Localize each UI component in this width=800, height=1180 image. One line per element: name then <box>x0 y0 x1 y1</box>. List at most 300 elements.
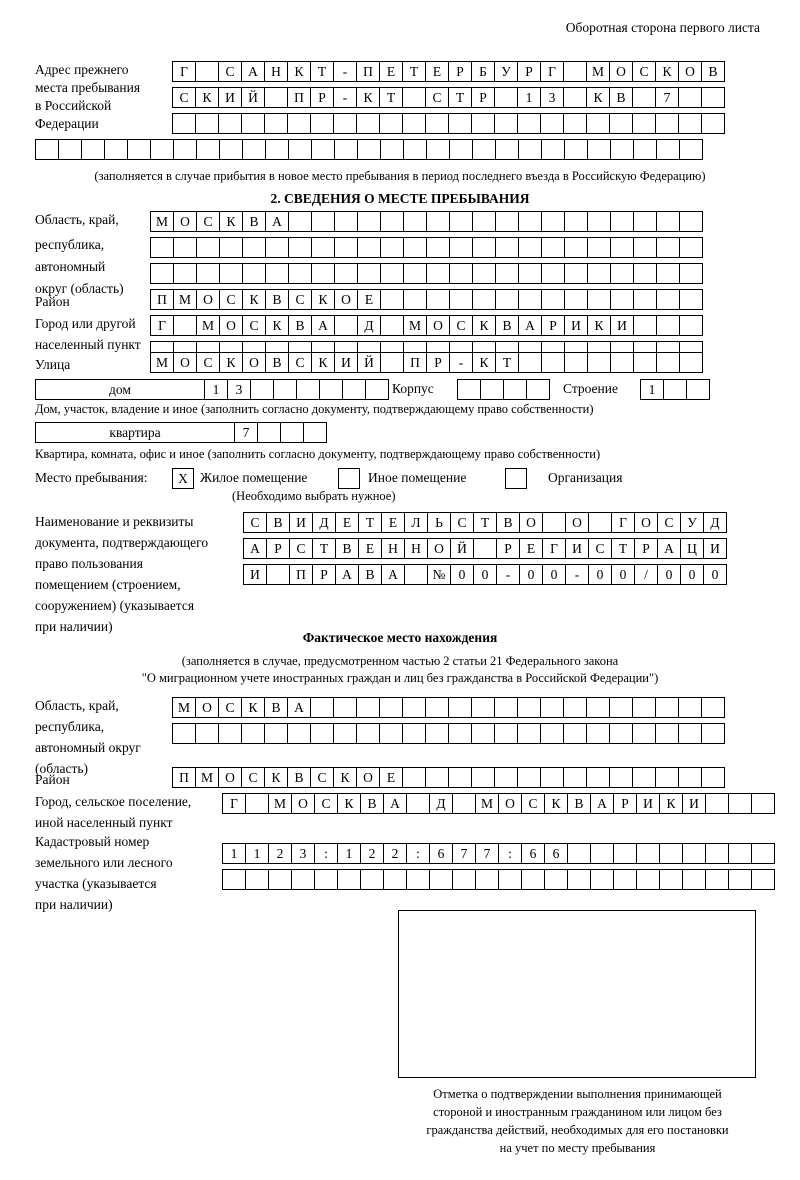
region-row-1[interactable] <box>150 211 702 232</box>
input-cell[interactable]: П <box>403 352 427 373</box>
input-cell[interactable] <box>705 793 729 814</box>
input-cell[interactable] <box>449 211 473 232</box>
input-cell[interactable] <box>264 87 288 108</box>
input-cell[interactable] <box>632 113 656 134</box>
input-cell[interactable]: В <box>360 793 384 814</box>
district-row[interactable] <box>150 289 702 310</box>
input-cell[interactable]: - <box>333 87 357 108</box>
input-cell[interactable] <box>686 379 710 400</box>
input-cell[interactable] <box>495 289 519 310</box>
input-cell[interactable]: Р <box>517 61 541 82</box>
input-cell[interactable] <box>494 113 518 134</box>
input-cell[interactable] <box>473 538 497 559</box>
input-cell[interactable]: К <box>219 352 243 373</box>
input-cell[interactable] <box>334 139 358 160</box>
input-cell[interactable]: С <box>218 697 242 718</box>
input-cell[interactable]: Р <box>266 538 290 559</box>
input-cell[interactable]: 1 <box>337 843 361 864</box>
input-cell[interactable]: А <box>657 538 681 559</box>
input-cell[interactable] <box>356 697 380 718</box>
input-cell[interactable] <box>425 723 449 744</box>
input-cell[interactable]: - <box>496 564 520 585</box>
input-cell[interactable]: - <box>333 61 357 82</box>
input-cell[interactable] <box>678 113 702 134</box>
input-cell[interactable] <box>311 139 335 160</box>
input-cell[interactable] <box>564 352 588 373</box>
input-cell[interactable] <box>150 139 174 160</box>
input-cell[interactable] <box>383 869 407 890</box>
input-cell[interactable] <box>521 869 545 890</box>
input-cell[interactable]: 0 <box>703 564 727 585</box>
input-cell[interactable]: А <box>381 564 405 585</box>
input-cell[interactable] <box>751 843 775 864</box>
input-cell[interactable] <box>357 237 381 258</box>
input-cell[interactable]: С <box>314 793 338 814</box>
input-cell[interactable] <box>682 869 706 890</box>
input-cell[interactable] <box>587 139 611 160</box>
input-cell[interactable] <box>701 87 725 108</box>
input-cell[interactable]: К <box>544 793 568 814</box>
input-cell[interactable] <box>195 61 219 82</box>
input-cell[interactable] <box>678 697 702 718</box>
input-cell[interactable] <box>679 352 703 373</box>
input-cell[interactable] <box>563 697 587 718</box>
input-cell[interactable] <box>472 289 496 310</box>
input-cell[interactable]: В <box>335 538 359 559</box>
input-cell[interactable]: Т <box>611 538 635 559</box>
actual-region-row-2[interactable] <box>172 723 724 744</box>
input-cell[interactable] <box>296 379 320 400</box>
input-cell[interactable] <box>311 237 335 258</box>
input-cell[interactable] <box>517 723 541 744</box>
input-cell[interactable]: Г <box>542 538 566 559</box>
input-cell[interactable] <box>541 263 565 284</box>
input-cell[interactable]: Ц <box>680 538 704 559</box>
input-cell[interactable] <box>471 767 495 788</box>
input-cell[interactable]: О <box>219 315 243 336</box>
input-cell[interactable] <box>150 237 174 258</box>
city-row-1[interactable] <box>150 315 702 336</box>
input-cell[interactable]: Г <box>150 315 174 336</box>
input-cell[interactable] <box>402 697 426 718</box>
input-cell[interactable]: Н <box>404 538 428 559</box>
input-cell[interactable] <box>480 379 504 400</box>
input-cell[interactable] <box>268 869 292 890</box>
input-cell[interactable] <box>356 723 380 744</box>
input-cell[interactable] <box>701 113 725 134</box>
input-cell[interactable]: - <box>565 564 589 585</box>
input-cell[interactable] <box>150 263 174 284</box>
input-cell[interactable] <box>586 697 610 718</box>
input-cell[interactable] <box>288 263 312 284</box>
input-cell[interactable]: А <box>518 315 542 336</box>
input-cell[interactable] <box>273 379 297 400</box>
input-cell[interactable]: Е <box>358 538 382 559</box>
input-cell[interactable] <box>406 793 430 814</box>
input-cell[interactable]: А <box>287 697 311 718</box>
input-cell[interactable] <box>264 113 288 134</box>
input-cell[interactable] <box>586 113 610 134</box>
input-cell[interactable] <box>426 263 450 284</box>
input-cell[interactable]: А <box>243 538 267 559</box>
input-cell[interactable] <box>241 113 265 134</box>
input-cell[interactable]: : <box>406 843 430 864</box>
input-cell[interactable] <box>334 315 358 336</box>
input-cell[interactable]: П <box>172 767 196 788</box>
input-cell[interactable] <box>659 869 683 890</box>
input-cell[interactable]: 7 <box>234 422 258 443</box>
input-cell[interactable] <box>288 237 312 258</box>
input-cell[interactable]: Р <box>448 61 472 82</box>
input-cell[interactable] <box>196 237 220 258</box>
input-cell[interactable]: 0 <box>611 564 635 585</box>
input-cell[interactable]: С <box>196 352 220 373</box>
input-cell[interactable]: Т <box>312 538 336 559</box>
input-cell[interactable] <box>195 723 219 744</box>
input-cell[interactable]: В <box>265 289 289 310</box>
input-cell[interactable]: 0 <box>542 564 566 585</box>
input-cell[interactable] <box>403 237 427 258</box>
actual-region-row-1[interactable] <box>172 697 724 718</box>
input-cell[interactable] <box>452 793 476 814</box>
input-cell[interactable] <box>655 697 679 718</box>
input-cell[interactable] <box>402 113 426 134</box>
input-cell[interactable]: С <box>632 61 656 82</box>
input-cell[interactable] <box>728 869 752 890</box>
input-cell[interactable]: К <box>311 352 335 373</box>
input-cell[interactable]: А <box>265 211 289 232</box>
input-cell[interactable] <box>633 352 657 373</box>
input-cell[interactable] <box>218 723 242 744</box>
input-cell[interactable] <box>380 237 404 258</box>
input-cell[interactable] <box>656 237 680 258</box>
input-cell[interactable] <box>544 869 568 890</box>
input-cell[interactable] <box>475 869 499 890</box>
input-cell[interactable]: 0 <box>657 564 681 585</box>
input-cell[interactable] <box>564 263 588 284</box>
input-cell[interactable] <box>610 237 634 258</box>
input-cell[interactable] <box>518 237 542 258</box>
input-cell[interactable] <box>701 697 725 718</box>
input-cell[interactable]: И <box>565 538 589 559</box>
input-cell[interactable]: С <box>172 87 196 108</box>
actual-city-row[interactable] <box>222 793 774 814</box>
input-cell[interactable] <box>541 139 565 160</box>
input-cell[interactable]: М <box>173 289 197 310</box>
input-cell[interactable] <box>518 211 542 232</box>
input-cell[interactable] <box>380 139 404 160</box>
input-cell[interactable] <box>319 379 343 400</box>
input-cell[interactable] <box>518 139 542 160</box>
input-cell[interactable] <box>173 139 197 160</box>
input-cell[interactable] <box>173 263 197 284</box>
cadastral-row-1[interactable] <box>222 843 774 864</box>
input-cell[interactable] <box>609 767 633 788</box>
input-cell[interactable] <box>498 869 522 890</box>
house-cells[interactable] <box>204 379 388 400</box>
input-cell[interactable]: Б <box>471 61 495 82</box>
input-cell[interactable] <box>334 263 358 284</box>
input-cell[interactable] <box>656 211 680 232</box>
input-cell[interactable]: М <box>403 315 427 336</box>
input-cell[interactable] <box>449 139 473 160</box>
region-row-2[interactable] <box>150 237 702 258</box>
input-cell[interactable] <box>567 869 591 890</box>
input-cell[interactable] <box>610 139 634 160</box>
input-cell[interactable] <box>518 263 542 284</box>
input-cell[interactable] <box>265 139 289 160</box>
input-cell[interactable]: : <box>314 843 338 864</box>
input-cell[interactable] <box>280 422 304 443</box>
input-cell[interactable] <box>609 697 633 718</box>
input-cell[interactable]: Р <box>471 87 495 108</box>
input-cell[interactable] <box>610 211 634 232</box>
input-cell[interactable] <box>448 767 472 788</box>
input-cell[interactable] <box>656 352 680 373</box>
input-cell[interactable] <box>425 113 449 134</box>
input-cell[interactable]: 6 <box>429 843 453 864</box>
input-cell[interactable]: С <box>657 512 681 533</box>
input-cell[interactable] <box>257 422 281 443</box>
input-cell[interactable] <box>287 723 311 744</box>
input-cell[interactable]: Е <box>379 61 403 82</box>
input-cell[interactable] <box>425 697 449 718</box>
input-cell[interactable]: И <box>564 315 588 336</box>
input-cell[interactable]: М <box>268 793 292 814</box>
input-cell[interactable] <box>495 139 519 160</box>
input-cell[interactable] <box>564 211 588 232</box>
input-cell[interactable] <box>196 263 220 284</box>
stamp-box[interactable] <box>398 910 756 1078</box>
input-cell[interactable] <box>563 767 587 788</box>
input-cell[interactable]: В <box>495 315 519 336</box>
input-cell[interactable]: О <box>565 512 589 533</box>
flat-cells[interactable] <box>234 422 326 443</box>
input-cell[interactable] <box>728 843 752 864</box>
input-cell[interactable] <box>587 211 611 232</box>
input-cell[interactable]: Т <box>358 512 382 533</box>
input-cell[interactable] <box>357 139 381 160</box>
input-cell[interactable] <box>663 379 687 400</box>
input-cell[interactable] <box>245 869 269 890</box>
input-cell[interactable] <box>655 767 679 788</box>
input-cell[interactable] <box>449 237 473 258</box>
input-cell[interactable] <box>287 113 311 134</box>
doc-row-3[interactable] <box>243 564 726 585</box>
input-cell[interactable] <box>636 869 660 890</box>
input-cell[interactable]: С <box>241 767 265 788</box>
input-cell[interactable] <box>678 767 702 788</box>
input-cell[interactable]: О <box>426 315 450 336</box>
place-type-option-other-checkbox[interactable] <box>338 468 360 489</box>
input-cell[interactable] <box>219 237 243 258</box>
input-cell[interactable] <box>609 113 633 134</box>
input-cell[interactable] <box>380 263 404 284</box>
input-cell[interactable] <box>337 869 361 890</box>
input-cell[interactable] <box>471 723 495 744</box>
input-cell[interactable]: В <box>287 767 311 788</box>
input-cell[interactable]: О <box>196 289 220 310</box>
input-cell[interactable] <box>728 793 752 814</box>
input-cell[interactable] <box>701 767 725 788</box>
input-cell[interactable] <box>682 843 706 864</box>
input-cell[interactable]: В <box>265 352 289 373</box>
input-cell[interactable]: В <box>567 793 591 814</box>
input-cell[interactable] <box>403 263 427 284</box>
input-cell[interactable]: 7 <box>452 843 476 864</box>
street-row[interactable] <box>150 352 702 373</box>
input-cell[interactable] <box>632 767 656 788</box>
input-cell[interactable] <box>494 87 518 108</box>
input-cell[interactable]: 1 <box>245 843 269 864</box>
input-cell[interactable]: К <box>287 61 311 82</box>
input-cell[interactable] <box>633 263 657 284</box>
input-cell[interactable]: 2 <box>383 843 407 864</box>
input-cell[interactable]: С <box>288 289 312 310</box>
input-cell[interactable] <box>380 289 404 310</box>
input-cell[interactable] <box>540 723 564 744</box>
input-cell[interactable] <box>633 211 657 232</box>
input-cell[interactable]: А <box>335 564 359 585</box>
input-cell[interactable]: 1 <box>222 843 246 864</box>
input-cell[interactable]: И <box>610 315 634 336</box>
input-cell[interactable]: К <box>219 211 243 232</box>
input-cell[interactable]: Т <box>310 61 334 82</box>
input-cell[interactable]: Й <box>357 352 381 373</box>
input-cell[interactable] <box>219 139 243 160</box>
input-cell[interactable] <box>357 211 381 232</box>
input-cell[interactable] <box>449 263 473 284</box>
input-cell[interactable] <box>517 113 541 134</box>
input-cell[interactable] <box>342 379 366 400</box>
input-cell[interactable]: М <box>172 697 196 718</box>
input-cell[interactable] <box>173 237 197 258</box>
input-cell[interactable] <box>590 869 614 890</box>
input-cell[interactable]: В <box>701 61 725 82</box>
input-cell[interactable]: К <box>265 315 289 336</box>
input-cell[interactable]: О <box>173 352 197 373</box>
input-cell[interactable]: Р <box>541 315 565 336</box>
input-cell[interactable] <box>310 723 334 744</box>
input-cell[interactable] <box>402 87 426 108</box>
input-cell[interactable]: Е <box>425 61 449 82</box>
input-cell[interactable] <box>526 379 550 400</box>
input-cell[interactable] <box>587 237 611 258</box>
input-cell[interactable] <box>333 113 357 134</box>
input-cell[interactable]: О <box>498 793 522 814</box>
input-cell[interactable] <box>659 843 683 864</box>
input-cell[interactable]: Г <box>172 61 196 82</box>
input-cell[interactable] <box>588 512 612 533</box>
input-cell[interactable]: 0 <box>680 564 704 585</box>
input-cell[interactable] <box>656 263 680 284</box>
input-cell[interactable] <box>541 289 565 310</box>
input-cell[interactable]: А <box>383 793 407 814</box>
input-cell[interactable] <box>452 869 476 890</box>
input-cell[interactable]: В <box>288 315 312 336</box>
input-cell[interactable] <box>587 352 611 373</box>
input-cell[interactable] <box>310 113 334 134</box>
input-cell[interactable] <box>495 237 519 258</box>
input-cell[interactable] <box>610 352 634 373</box>
input-cell[interactable]: И <box>636 793 660 814</box>
input-cell[interactable]: К <box>333 767 357 788</box>
input-cell[interactable] <box>495 211 519 232</box>
input-cell[interactable] <box>314 869 338 890</box>
input-cell[interactable] <box>173 315 197 336</box>
input-cell[interactable] <box>541 352 565 373</box>
input-cell[interactable] <box>333 723 357 744</box>
input-cell[interactable]: П <box>289 564 313 585</box>
input-cell[interactable] <box>679 315 703 336</box>
input-cell[interactable]: Е <box>357 289 381 310</box>
input-cell[interactable]: Т <box>495 352 519 373</box>
input-cell[interactable]: У <box>680 512 704 533</box>
input-cell[interactable] <box>494 723 518 744</box>
input-cell[interactable] <box>517 697 541 718</box>
input-cell[interactable]: К <box>587 315 611 336</box>
input-cell[interactable]: 0 <box>450 564 474 585</box>
input-cell[interactable] <box>104 139 128 160</box>
input-cell[interactable] <box>632 87 656 108</box>
input-cell[interactable] <box>679 211 703 232</box>
input-cell[interactable]: Е <box>519 538 543 559</box>
input-cell[interactable]: Т <box>473 512 497 533</box>
input-cell[interactable]: И <box>289 512 313 533</box>
input-cell[interactable] <box>288 139 312 160</box>
input-cell[interactable]: А <box>241 61 265 82</box>
input-cell[interactable] <box>426 139 450 160</box>
input-cell[interactable] <box>403 139 427 160</box>
input-cell[interactable]: В <box>264 697 288 718</box>
input-cell[interactable]: Л <box>404 512 428 533</box>
input-cell[interactable] <box>426 237 450 258</box>
input-cell[interactable]: 6 <box>544 843 568 864</box>
input-cell[interactable] <box>218 113 242 134</box>
input-cell[interactable]: Н <box>381 538 405 559</box>
input-cell[interactable]: И <box>334 352 358 373</box>
cadastral-row-2[interactable] <box>222 869 774 890</box>
input-cell[interactable]: А <box>311 315 335 336</box>
input-cell[interactable]: Р <box>613 793 637 814</box>
input-cell[interactable]: Т <box>448 87 472 108</box>
input-cell[interactable] <box>633 315 657 336</box>
input-cell[interactable] <box>494 767 518 788</box>
input-cell[interactable] <box>540 767 564 788</box>
input-cell[interactable]: 1 <box>517 87 541 108</box>
input-cell[interactable]: К <box>586 87 610 108</box>
input-cell[interactable]: О <box>195 697 219 718</box>
input-cell[interactable] <box>222 869 246 890</box>
input-cell[interactable] <box>633 139 657 160</box>
input-cell[interactable]: Д <box>703 512 727 533</box>
input-cell[interactable]: О <box>356 767 380 788</box>
input-cell[interactable] <box>471 697 495 718</box>
input-cell[interactable] <box>563 61 587 82</box>
input-cell[interactable] <box>58 139 82 160</box>
input-cell[interactable]: И <box>218 87 242 108</box>
input-cell[interactable] <box>448 723 472 744</box>
input-cell[interactable] <box>426 211 450 232</box>
input-cell[interactable]: И <box>703 538 727 559</box>
input-cell[interactable] <box>656 139 680 160</box>
input-cell[interactable] <box>449 289 473 310</box>
input-cell[interactable] <box>404 564 428 585</box>
input-cell[interactable] <box>402 723 426 744</box>
input-cell[interactable]: Д <box>429 793 453 814</box>
input-cell[interactable]: В <box>609 87 633 108</box>
input-cell[interactable] <box>613 869 637 890</box>
